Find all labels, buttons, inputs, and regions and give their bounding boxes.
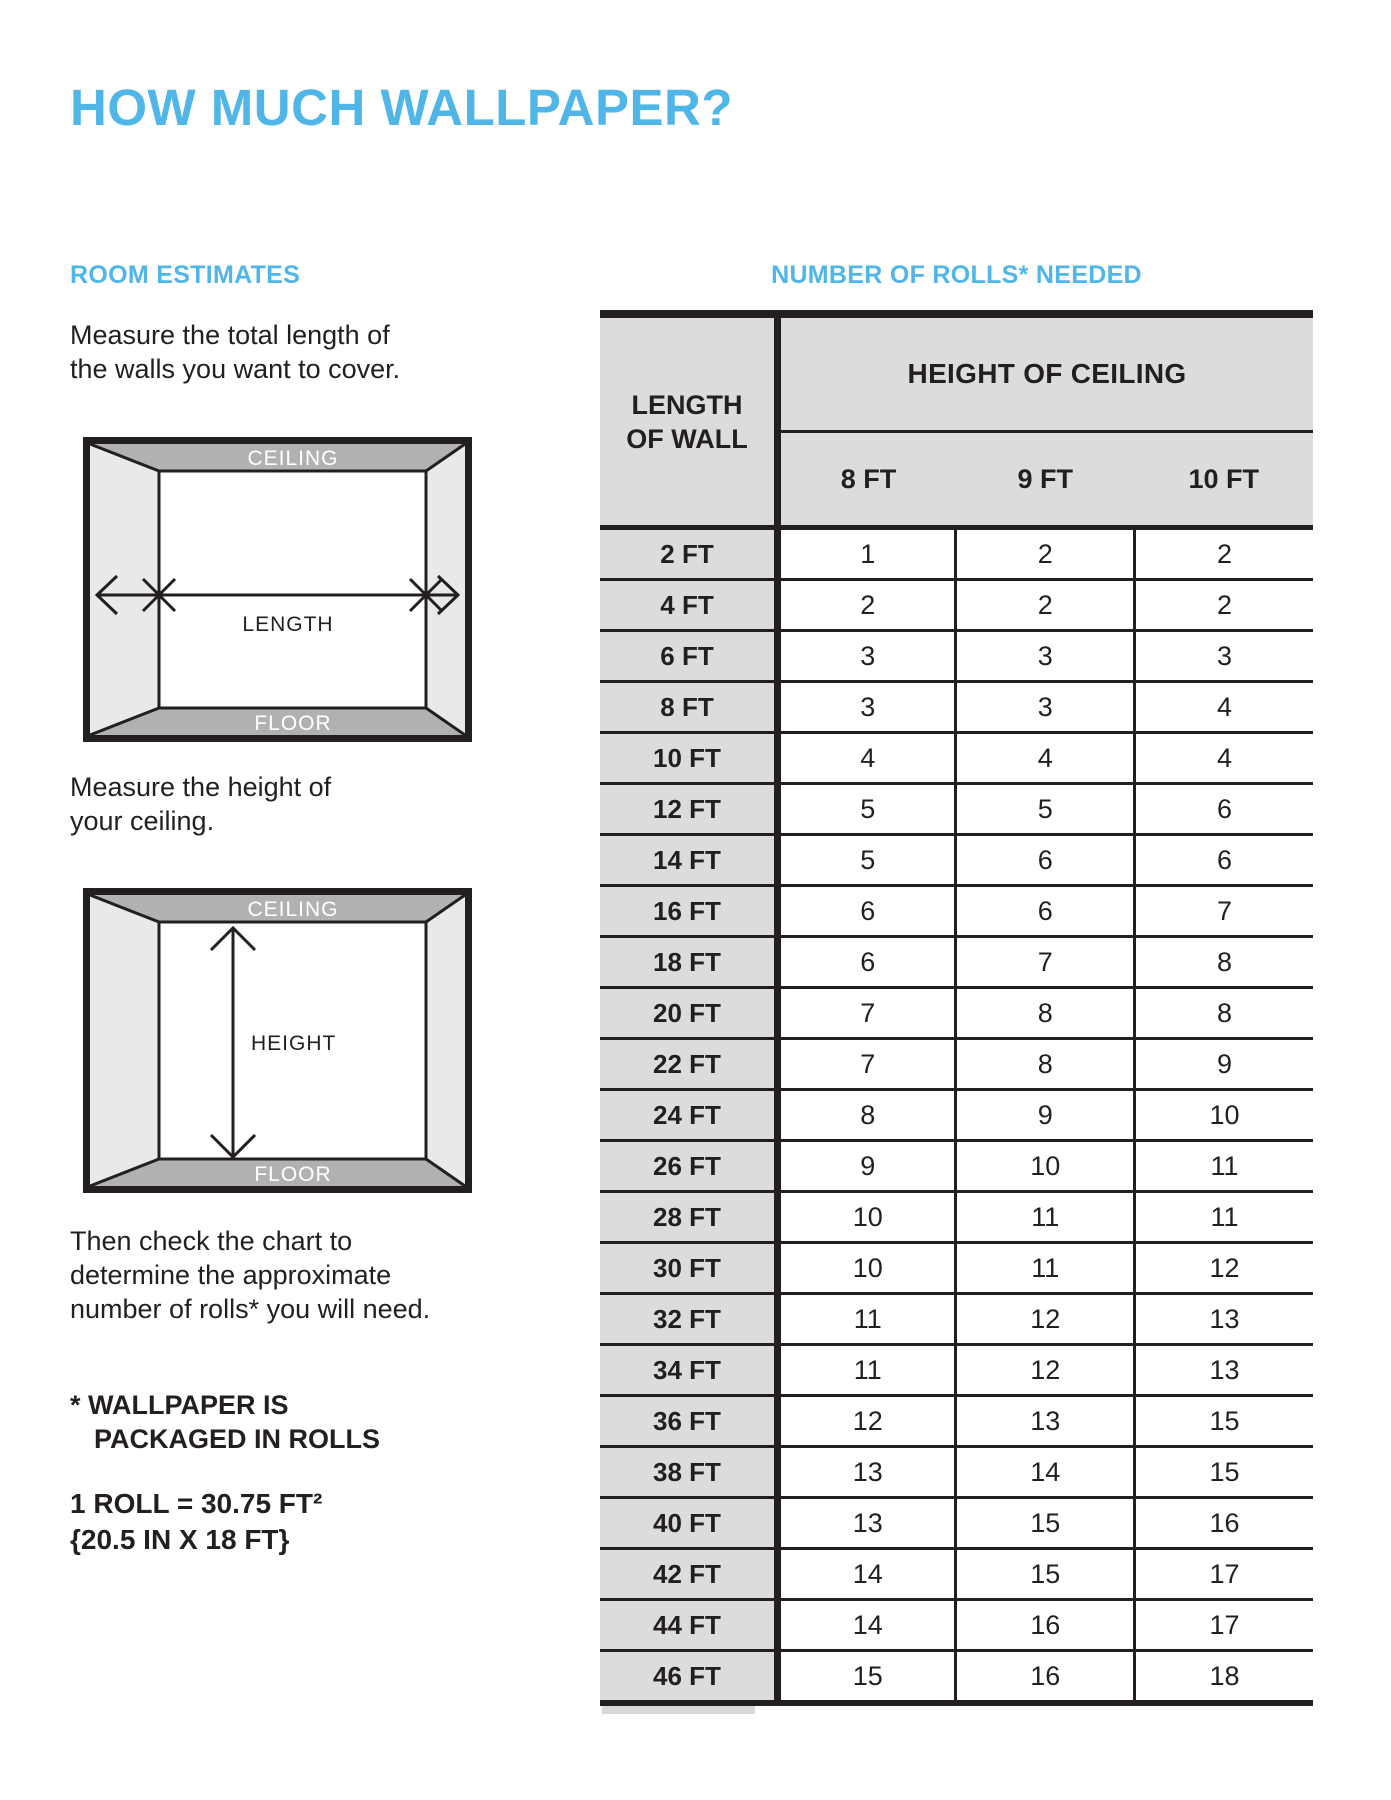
rolls-cell-10ft: 9 bbox=[1134, 1039, 1313, 1090]
wall-length-cell: 18 FT bbox=[600, 937, 777, 988]
rolls-cell-9ft: 16 bbox=[956, 1651, 1134, 1704]
rolls-cell-9ft: 11 bbox=[956, 1192, 1134, 1243]
rolls-cell-10ft: 11 bbox=[1134, 1192, 1313, 1243]
rolls-cell-8ft: 13 bbox=[777, 1447, 955, 1498]
wall-length-cell: 32 FT bbox=[600, 1294, 777, 1345]
roll-info-line: 1 ROLL = 30.75 FT² bbox=[70, 1488, 323, 1519]
rolls-cell-9ft: 11 bbox=[956, 1243, 1134, 1294]
table-row bbox=[600, 1039, 1313, 1090]
table-row bbox=[600, 1549, 1313, 1600]
para-line: your ceiling. bbox=[70, 806, 215, 836]
wallpaper-footnote bbox=[70, 1388, 380, 1456]
rolls-cell-9ft: 15 bbox=[956, 1549, 1134, 1600]
length-of-wall-line: LENGTH bbox=[631, 389, 743, 420]
para-line: Measure the height of bbox=[70, 772, 332, 802]
wall-length-cell: 26 FT bbox=[600, 1141, 777, 1192]
footnote-line: PACKAGED IN ROLLS bbox=[94, 1424, 381, 1454]
rolls-cell-10ft: 10 bbox=[1134, 1090, 1313, 1141]
rolls-cell-10ft: 13 bbox=[1134, 1294, 1313, 1345]
rolls-cell-8ft: 3 bbox=[777, 682, 955, 733]
room-length-diagram bbox=[83, 437, 472, 742]
table-row bbox=[600, 1447, 1313, 1498]
table-row bbox=[600, 1192, 1313, 1243]
ceiling-label: CEILING bbox=[247, 447, 339, 470]
rolls-cell-9ft: 5 bbox=[956, 784, 1134, 835]
table-row bbox=[600, 1600, 1313, 1651]
rolls-cell-8ft: 15 bbox=[777, 1651, 955, 1704]
table-row bbox=[600, 1141, 1313, 1192]
length-of-wall-line: OF WALL bbox=[626, 423, 748, 454]
page-title: HOW MUCH WALLPAPER? bbox=[70, 79, 733, 136]
rolls-cell-8ft: 5 bbox=[777, 835, 955, 886]
rolls-cell-9ft: 16 bbox=[956, 1600, 1134, 1651]
rolls-table-body bbox=[600, 528, 1313, 1704]
height-label: HEIGHT bbox=[251, 1032, 337, 1055]
rolls-cell-10ft: 2 bbox=[1134, 580, 1313, 631]
rolls-cell-10ft: 7 bbox=[1134, 886, 1313, 937]
para-check-chart bbox=[70, 1224, 430, 1326]
table-row bbox=[600, 528, 1313, 580]
table-row bbox=[600, 1651, 1313, 1704]
rolls-cell-8ft: 5 bbox=[777, 784, 955, 835]
para-measure-length bbox=[70, 318, 400, 386]
rolls-cell-10ft: 13 bbox=[1134, 1345, 1313, 1396]
table-row bbox=[600, 733, 1313, 784]
rolls-cell-9ft: 2 bbox=[956, 580, 1134, 631]
wall-length-cell: 8 FT bbox=[600, 682, 777, 733]
room-height-diagram bbox=[83, 888, 472, 1193]
rolls-cell-8ft: 8 bbox=[777, 1090, 955, 1141]
rolls-cell-9ft: 9 bbox=[956, 1090, 1134, 1141]
floor-label: FLOOR bbox=[254, 1163, 332, 1186]
para-line: Measure the total length of bbox=[70, 320, 390, 350]
rolls-cell-10ft: 4 bbox=[1134, 682, 1313, 733]
roll-size-info bbox=[70, 1486, 322, 1558]
rolls-cell-9ft: 14 bbox=[956, 1447, 1134, 1498]
table-row bbox=[600, 835, 1313, 886]
room-estimates-heading: ROOM ESTIMATES bbox=[70, 261, 301, 289]
rolls-cell-8ft: 3 bbox=[777, 631, 955, 682]
wall-length-cell: 24 FT bbox=[600, 1090, 777, 1141]
wall-length-cell: 28 FT bbox=[600, 1192, 777, 1243]
rolls-cell-8ft: 7 bbox=[777, 988, 955, 1039]
table-row bbox=[600, 1345, 1313, 1396]
table-row bbox=[600, 682, 1313, 733]
rolls-cell-9ft: 6 bbox=[956, 886, 1134, 937]
rolls-cell-10ft: 17 bbox=[1134, 1549, 1313, 1600]
table-row bbox=[600, 1243, 1313, 1294]
rolls-cell-9ft: 6 bbox=[956, 835, 1134, 886]
rolls-cell-9ft: 3 bbox=[956, 631, 1134, 682]
para-line: the walls you want to cover. bbox=[70, 354, 401, 384]
rolls-cell-8ft: 6 bbox=[777, 937, 955, 988]
rolls-cell-10ft: 6 bbox=[1134, 784, 1313, 835]
rolls-cell-10ft: 15 bbox=[1134, 1447, 1313, 1498]
length-label: LENGTH bbox=[242, 613, 334, 636]
roll-info-line: {20.5 IN X 18 FT} bbox=[70, 1524, 290, 1555]
back-wall-panel bbox=[159, 471, 426, 708]
floor-label: FLOOR bbox=[254, 712, 332, 735]
rolls-cell-9ft: 7 bbox=[956, 937, 1134, 988]
wall-length-cell: 40 FT bbox=[600, 1498, 777, 1549]
rolls-cell-8ft: 6 bbox=[777, 886, 955, 937]
rolls-cell-9ft: 2 bbox=[956, 528, 1134, 580]
wall-length-cell: 30 FT bbox=[600, 1243, 777, 1294]
footnote-line: * WALLPAPER IS bbox=[70, 1390, 289, 1420]
wall-length-cell: 46 FT bbox=[600, 1651, 777, 1704]
wall-length-cell: 36 FT bbox=[600, 1396, 777, 1447]
rolls-cell-9ft: 12 bbox=[956, 1294, 1134, 1345]
rolls-needed-heading: NUMBER OF ROLLS* NEEDED bbox=[771, 261, 1142, 289]
rolls-cell-8ft: 11 bbox=[777, 1294, 955, 1345]
rolls-cell-8ft: 10 bbox=[777, 1243, 955, 1294]
rolls-cell-8ft: 9 bbox=[777, 1141, 955, 1192]
rolls-cell-9ft: 3 bbox=[956, 682, 1134, 733]
wall-length-cell: 16 FT bbox=[600, 886, 777, 937]
rolls-cell-10ft: 17 bbox=[1134, 1600, 1313, 1651]
table-row bbox=[600, 580, 1313, 631]
table-row bbox=[600, 784, 1313, 835]
wall-length-cell: 44 FT bbox=[600, 1600, 777, 1651]
wall-length-cell: 12 FT bbox=[600, 784, 777, 835]
para-measure-height bbox=[70, 770, 331, 838]
rolls-cell-10ft: 3 bbox=[1134, 631, 1313, 682]
rolls-cell-8ft: 2 bbox=[777, 580, 955, 631]
column-header-9ft: 9 FT bbox=[956, 432, 1134, 528]
table-row bbox=[600, 631, 1313, 682]
rolls-cell-8ft: 1 bbox=[777, 528, 955, 580]
wall-length-cell: 10 FT bbox=[600, 733, 777, 784]
ceiling-label: CEILING bbox=[247, 898, 339, 921]
rolls-cell-10ft: 8 bbox=[1134, 937, 1313, 988]
wall-length-cell: 20 FT bbox=[600, 988, 777, 1039]
rolls-cell-10ft: 8 bbox=[1134, 988, 1313, 1039]
wall-length-cell: 14 FT bbox=[600, 835, 777, 886]
rolls-cell-10ft: 18 bbox=[1134, 1651, 1313, 1704]
column-header-8ft: 8 FT bbox=[777, 432, 955, 528]
rolls-table bbox=[600, 310, 1313, 1714]
rolls-cell-8ft: 10 bbox=[777, 1192, 955, 1243]
table-row bbox=[600, 1498, 1313, 1549]
rolls-cell-10ft: 4 bbox=[1134, 733, 1313, 784]
rolls-cell-10ft: 15 bbox=[1134, 1396, 1313, 1447]
para-line: determine the approximate bbox=[70, 1260, 392, 1290]
wall-length-cell: 6 FT bbox=[600, 631, 777, 682]
table-row bbox=[600, 988, 1313, 1039]
para-line: number of rolls* you will need. bbox=[70, 1294, 431, 1324]
length-of-wall-header bbox=[600, 314, 777, 528]
rolls-cell-10ft: 11 bbox=[1134, 1141, 1313, 1192]
wall-length-cell: 42 FT bbox=[600, 1549, 777, 1600]
left-wall-panel bbox=[90, 895, 159, 1186]
table-row bbox=[600, 1396, 1313, 1447]
table-row bbox=[600, 937, 1313, 988]
rolls-cell-8ft: 4 bbox=[777, 733, 955, 784]
rolls-cell-9ft: 15 bbox=[956, 1498, 1134, 1549]
left-wall-panel bbox=[90, 444, 159, 735]
table-row bbox=[600, 886, 1313, 937]
wall-length-cell: 34 FT bbox=[600, 1345, 777, 1396]
rolls-cell-10ft: 2 bbox=[1134, 528, 1313, 580]
wall-length-cell: 2 FT bbox=[600, 528, 777, 580]
rolls-cell-9ft: 13 bbox=[956, 1396, 1134, 1447]
rolls-cell-9ft: 8 bbox=[956, 1039, 1134, 1090]
rolls-cell-8ft: 11 bbox=[777, 1345, 955, 1396]
rolls-cell-10ft: 6 bbox=[1134, 835, 1313, 886]
table-row bbox=[600, 1294, 1313, 1345]
rolls-cell-8ft: 14 bbox=[777, 1549, 955, 1600]
rolls-cell-9ft: 12 bbox=[956, 1345, 1134, 1396]
right-wall-panel bbox=[426, 895, 465, 1186]
rolls-cell-8ft: 7 bbox=[777, 1039, 955, 1090]
rolls-cell-8ft: 14 bbox=[777, 1600, 955, 1651]
rolls-cell-10ft: 12 bbox=[1134, 1243, 1313, 1294]
wall-length-cell: 38 FT bbox=[600, 1447, 777, 1498]
height-of-ceiling-header: HEIGHT OF CEILING bbox=[777, 314, 1313, 432]
table-row bbox=[600, 1090, 1313, 1141]
para-line: Then check the chart to bbox=[70, 1226, 353, 1256]
rolls-cell-9ft: 10 bbox=[956, 1141, 1134, 1192]
rolls-cell-10ft: 16 bbox=[1134, 1498, 1313, 1549]
rolls-cell-9ft: 8 bbox=[956, 988, 1134, 1039]
wall-length-cell: 22 FT bbox=[600, 1039, 777, 1090]
rolls-cell-8ft: 12 bbox=[777, 1396, 955, 1447]
table-bottom-stub bbox=[602, 1706, 755, 1714]
wall-length-cell: 4 FT bbox=[600, 580, 777, 631]
rolls-cell-9ft: 4 bbox=[956, 733, 1134, 784]
column-header-10ft: 10 FT bbox=[1134, 432, 1313, 528]
rolls-cell-8ft: 13 bbox=[777, 1498, 955, 1549]
